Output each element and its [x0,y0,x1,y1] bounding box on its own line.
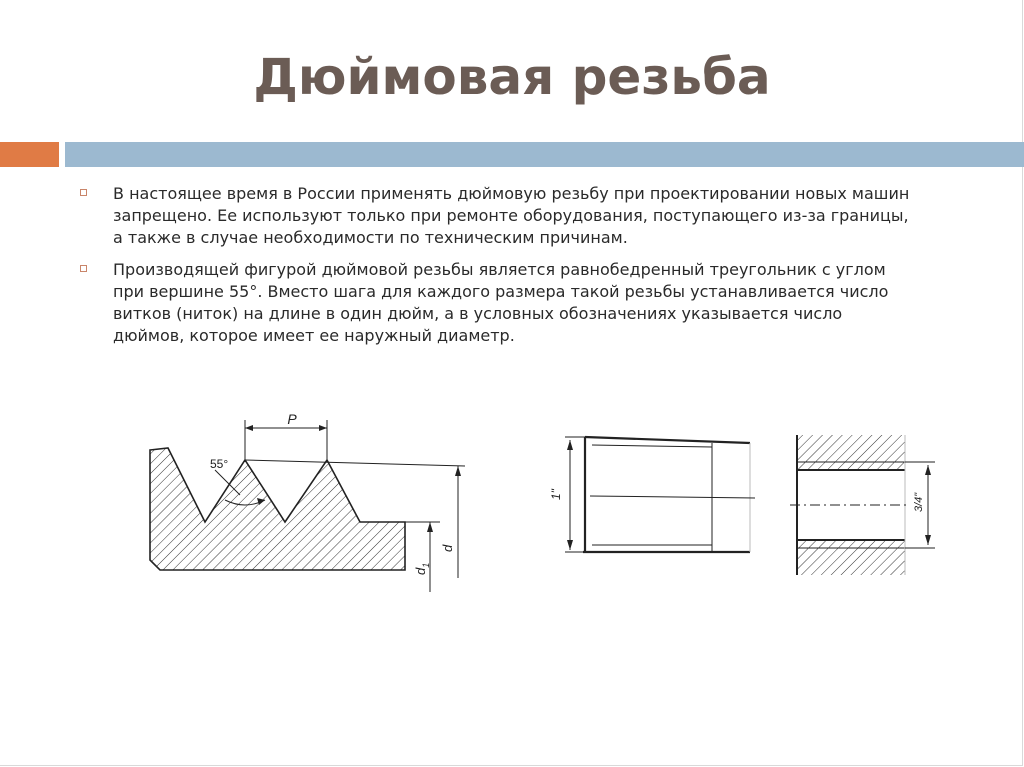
bullet-line: витков (ниток) на длине в один дюйм, а в условных обозначениях указывается число [113,304,843,323]
inner-diameter-letter: d [413,567,428,575]
pitch-label: P [287,411,297,427]
three-quarter-inch-label: 3/4" [913,492,925,512]
thread-profile [150,420,465,592]
one-inch-label: 1" [549,489,563,500]
bullet-line: дюймов, которое имеет ее наружный диаметр. [113,326,515,345]
bullet-list [80,183,980,357]
square-bullet-icon [80,189,87,196]
bullet-line: В настоящее время в России применять дюймовую резьбу при проектировании новых машин [113,184,910,203]
inner-diameter-subscript: 1 [421,562,431,568]
outer-diameter-label: d [440,544,455,552]
accent-bar [0,142,59,167]
bullet-line: при вершине 55°. Вместо шага для каждого размера такой резьбы устанавливается число [113,282,889,301]
bullet-item-2 [80,259,980,347]
bullet-line: Производящей фигурой дюймовой резьбы является равнобедренный треугольник с углом [113,260,886,279]
rod-section [565,437,755,552]
slide-title: Дюймовая резьба [253,48,771,106]
inner-diameter-label [413,563,431,575]
angle-label: 55° [210,457,229,471]
square-bullet-icon [80,265,87,272]
title-underline-bar [65,142,1024,167]
thread-drawing [130,400,950,600]
bullet-line: запрещено. Ее используют только при ремонте оборудования, поступающего из-за границы, [113,206,909,225]
bullet-line: а также в случае необходимости по техническим причинам. [113,228,628,247]
bullet-item-1 [80,183,980,249]
